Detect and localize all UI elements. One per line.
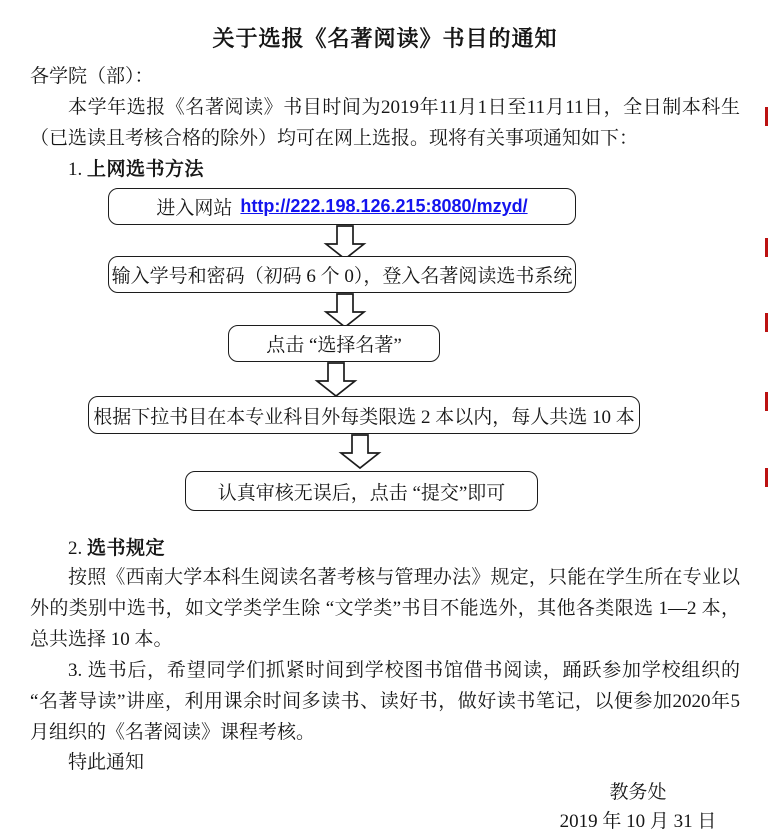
selection-site-link[interactable]: http://222.198.126.215:8080/mzyd/ xyxy=(240,196,528,216)
flow-step-5-box xyxy=(185,471,538,511)
salutation: 各学院（部）： xyxy=(30,66,154,87)
item-3-paragraph: 3. 选书后，希望同学们抓紧时间到学校图书馆借书阅读，踊跃参加学校组织的 “名著导读”讲座，利用课余时间多读书、读好书，做好读书笔记，以便参加2020年5月组织的《名著阅读》课程考核。 xyxy=(30,660,740,743)
flow-step-3-label: 点击 “选择名著” xyxy=(266,335,402,356)
flowchart xyxy=(30,186,740,514)
section-1-heading xyxy=(30,156,740,183)
section-1-number: 1. xyxy=(68,159,83,180)
flow-step-3-box xyxy=(228,325,440,362)
page-title: 关于选报《名著阅读》书目的通知 xyxy=(212,26,558,51)
flow-step-2-label: 输入学号和密码（初码 6 个 0），登入名著阅读选书系统 xyxy=(111,266,573,287)
down-arrow-icon xyxy=(323,293,367,329)
signer-name: 教务处 xyxy=(609,782,667,803)
closing-phrase: 特此通知 xyxy=(68,752,145,773)
signature-date: 2019 年 10 月 31 日 xyxy=(559,811,717,832)
section-2-title: 选书规定 xyxy=(87,538,166,559)
down-arrow-icon xyxy=(338,434,382,470)
flow-step-1-label: 进入网站 xyxy=(156,198,233,219)
signature-block xyxy=(538,778,738,836)
flow-step-5-label: 认真审核无误后，点击 “提交”即可 xyxy=(217,482,506,504)
flow-step-4-label: 根据下拉书目在本专业科目外每类限选 2 本以内，每人共选 10 本 xyxy=(93,406,635,428)
flow-step-2-box xyxy=(108,256,576,293)
down-arrow-icon xyxy=(314,362,358,398)
section-2-number: 2. xyxy=(68,538,83,559)
flow-step-1-box xyxy=(108,188,576,225)
section-1-title: 上网选书方法 xyxy=(87,159,205,180)
flow-step-4-box xyxy=(88,396,640,434)
intro-paragraph: 本学年选报《名著阅读》书目时间为2019年11月1日至11月11日，全日制本科生（已选读且考核合格的除外）均可在网上选报。现将有关事项通知如下： xyxy=(30,97,740,149)
rules-paragraph: 按照《西南大学本科生阅读名著考核与管理办法》规定，只能在学生所在专业以外的类别中选书，如文学类学生除 “文学类”书目不能选外，其他各类限选 1—2 本，总共选择 10 本。 xyxy=(30,567,740,650)
section-2-heading xyxy=(30,535,740,562)
